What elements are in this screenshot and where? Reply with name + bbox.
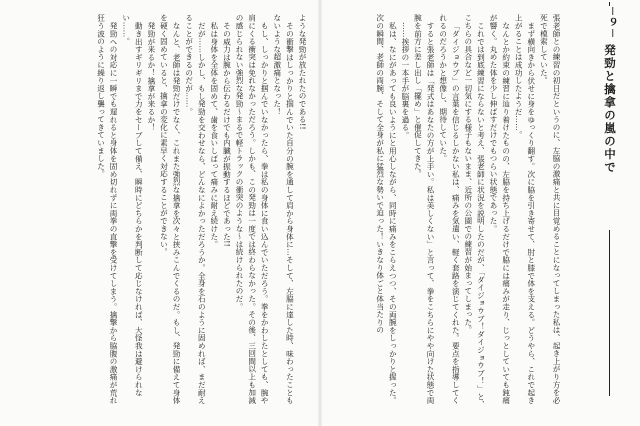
left-paragraph: その衝撃はしっかりと掴んでいた自分の腕を通して肩から身体に…そして、左脇に達した時、味わったこともないような超激痛となった！ <box>272 14 295 404</box>
left-page <box>0 0 318 426</box>
left-paragraph: 動き出すギリギリまで力をセーブして備え、瞬時にどちらかを判断して応じなければ、大怪我は避けられない……。 <box>121 14 144 396</box>
chapter-rule-bottom <box>609 230 610 396</box>
right-page-text <box>326 14 562 410</box>
left-paragraph: もし、しっかりと掴んでいなかったら、拳は私の身体に食い込んでいただろう。拳をかわしたとしても、腕や肩にくる衝突は免れなかっただろう。しかも、この発勁は一度では終わらなかった。その後、三回間以上も加減の感じられない強烈な発勁～まるで軽トラックの衝突のような～は続けられたのだ。 <box>235 14 270 404</box>
chapter-title: 発勁と擒拿の嵐の中で <box>603 44 617 174</box>
left-paragraph: なんと、老師は発勁だけでなく、これまた強烈な擒拿を次々と挟みこんでくるのだ。もし、発勁に備えて身体を硬く固めていると、擒拿の変化に素早く対応することができない。 <box>159 14 182 404</box>
right-paragraph: 私は、なにがあっても良いようにと用心しながら、同時に痛みをこらえつつ、その両腕をしっかりと握った。次の瞬間、老師の両腕、そして全身が私に猛烈な勢いで迫った！いきなり体ごと体当たりの <box>375 14 398 404</box>
right-page <box>322 0 640 426</box>
chapter-heading <box>580 0 632 426</box>
right-paragraph: まず横向きから伏せに身をゆっくり翻す。次に脇を引き寄せて、肘と膝で体を支える。どうやら、これで起き上がることは成功したようだ……。 <box>514 14 536 404</box>
right-paragraph: なんとか約束の練習に辿り着けたものの、左脇を持ち上げるだけで脇には痛みが走り、じっとしていても鈍痛が響く。丸めた体を少し伸ばすだけでもつらい状態であった。 <box>489 14 511 404</box>
right-paragraph: すると張老師は「発式はあなたの方が上手い。私は美しくない」と言って、拳をこちらにやや向けた状態で両腕を前方に差し出し「擺め」と催促してきた。 <box>413 14 436 404</box>
right-paragraph: ……挨拶の一本手が脳裏を過る。 <box>400 21 410 139</box>
left-page-text <box>8 14 308 410</box>
right-paragraph: 「ダイジョウブ」の言葉を信じるしかない私は、痛みを気遣い、軽く套路を演じてくれた。要点を指導してくれるのだろうかと想像し、期待していた。 <box>438 14 461 404</box>
left-paragraph: 発勁への対応に一瞬でも遅れると身体を固め切れずに両拳の直撃を受けてしまう。擒撃から脇腹の激痛が荒れ狂う波のように繰り返し襲ってきていました。 <box>96 14 119 404</box>
left-paragraph: ような発勁が放たれたのである!! <box>298 14 307 130</box>
chapter-number: －９－ <box>606 6 617 39</box>
left-paragraph: 発勁が来るか！擒拿が来るか！ <box>146 21 156 131</box>
left-paragraph: その威力は腕から伝わるだけでも内臓が振動するほどであった!! <box>222 21 232 247</box>
right-paragraph: これでは到底練習にならないと考え、張老師に状況を説明したのだが、「ダイジョウブ！ダイジョウブ！」と、こちらの具合など一切気にする様子もないまま、近所の公園での練習が始まってしまった。 <box>463 14 486 408</box>
left-paragraph: 私は身体を全体を固めて、歯を食いしばって痛みに耐え続けた。 <box>209 21 219 248</box>
right-paragraph: 張老師との練習の初日だというのに、左脇の激痛と共に目覚めることになってしまった私は、起き上がり方を必死で模索していた。 <box>539 14 561 404</box>
left-paragraph: だが……しかし、もし発勁を交わせなら、どんなによかっただろうか。全身を石のように固めれば、まだ耐えることができるのだが……。 <box>184 14 207 404</box>
